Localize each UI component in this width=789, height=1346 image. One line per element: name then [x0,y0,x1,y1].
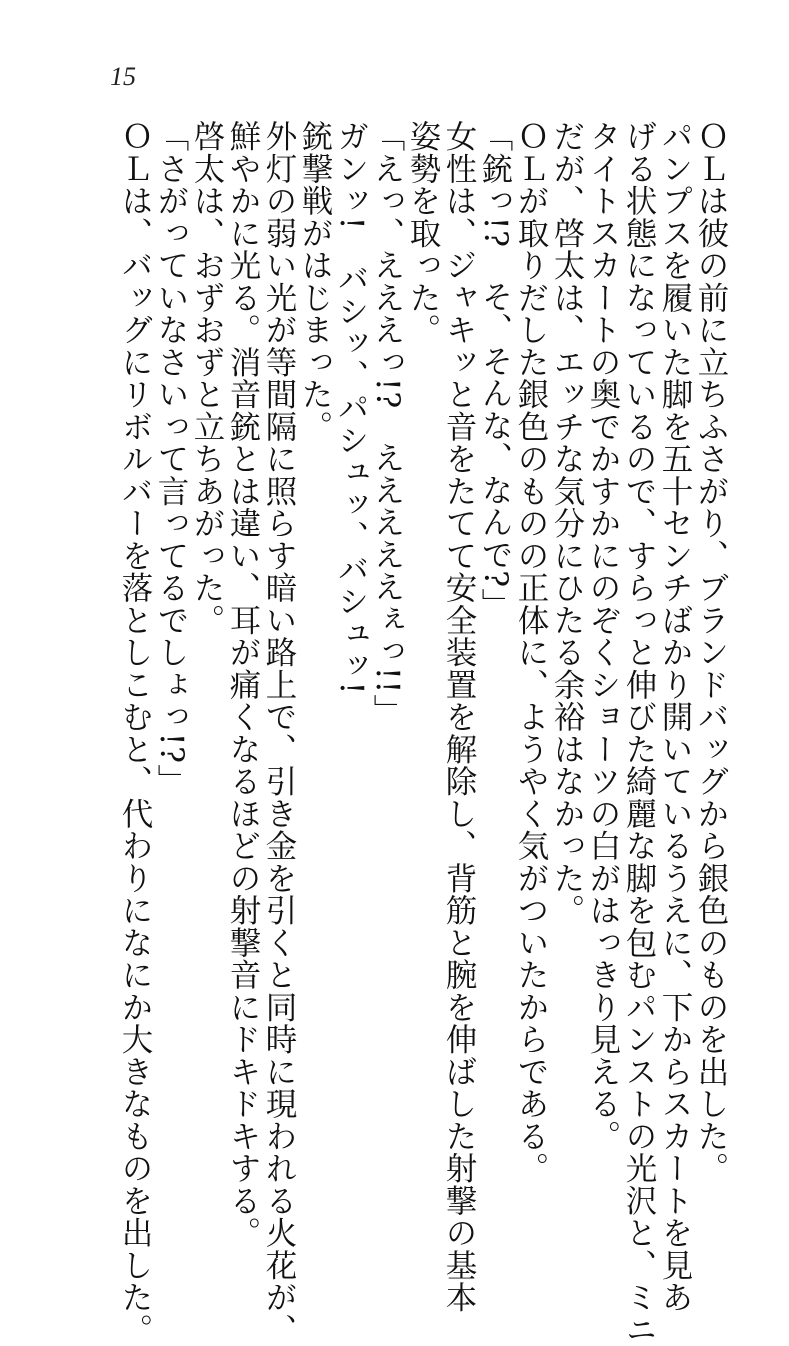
text-line: 外灯の弱い光が等間隔に照らす暗い路上で、引き金を引くと同時に現われる火花が、 [261,120,297,1346]
text-line: 「銃っ!? そ、そんな、なんで?」 [477,120,513,621]
text-line: 「えっ、えええっ!? えええええぇっ!!」 [369,120,405,727]
text-line: 女性は、ジャキッと音をたてて安全装置を解除し、背筋と腕を伸ばした射撃の基本 [441,120,477,1314]
text-line: ＯＬは彼の前に立ちふさがり、ブランドバッグから銀色のものを出した。 [693,120,729,1185]
page-number: 15 [110,62,136,91]
text-line: タイトスカートの奥でかすかにのぞくショーツの白がはっきり見える。 [585,120,621,1152]
text-line: 啓太は、おずおずと立ちあがった。 [189,120,225,636]
text-line: 銃撃戦がはじまった。 [297,120,333,443]
text-line: ＯＬは、バッグにリボルバーを落としこむと、代わりになにか大きなものを出した。 [117,120,153,1346]
text-line: げる状態になっているので、すらっと伸びた綺麗な脚を包むパンストの光沢と、ミニ [621,120,657,1346]
body-text [49,120,729,1346]
text-line: 「さがっていなさいって言ってるでしょっ!?」 [153,120,189,797]
text-line: ＯＬが取りだした銀色のものの正体に、ようやく気がついたからである。 [513,120,549,1185]
text-line: だが、啓太は、エッチな気分にひたる余裕はなかった。 [549,120,585,927]
text-line: 姿勢を取った。 [405,120,441,346]
text-line: ガンッ! バシッ、パシュッ、バシュッ! [333,120,369,696]
text-line: 鮮やかに光る。消音銃とは違い、耳が痛くなるほどの射撃音にドキドキする。 [225,120,261,1249]
text-line: パンプスを履いた脚を五十センチばかり開いているうえに、下からスカートを見あ [657,120,693,1314]
